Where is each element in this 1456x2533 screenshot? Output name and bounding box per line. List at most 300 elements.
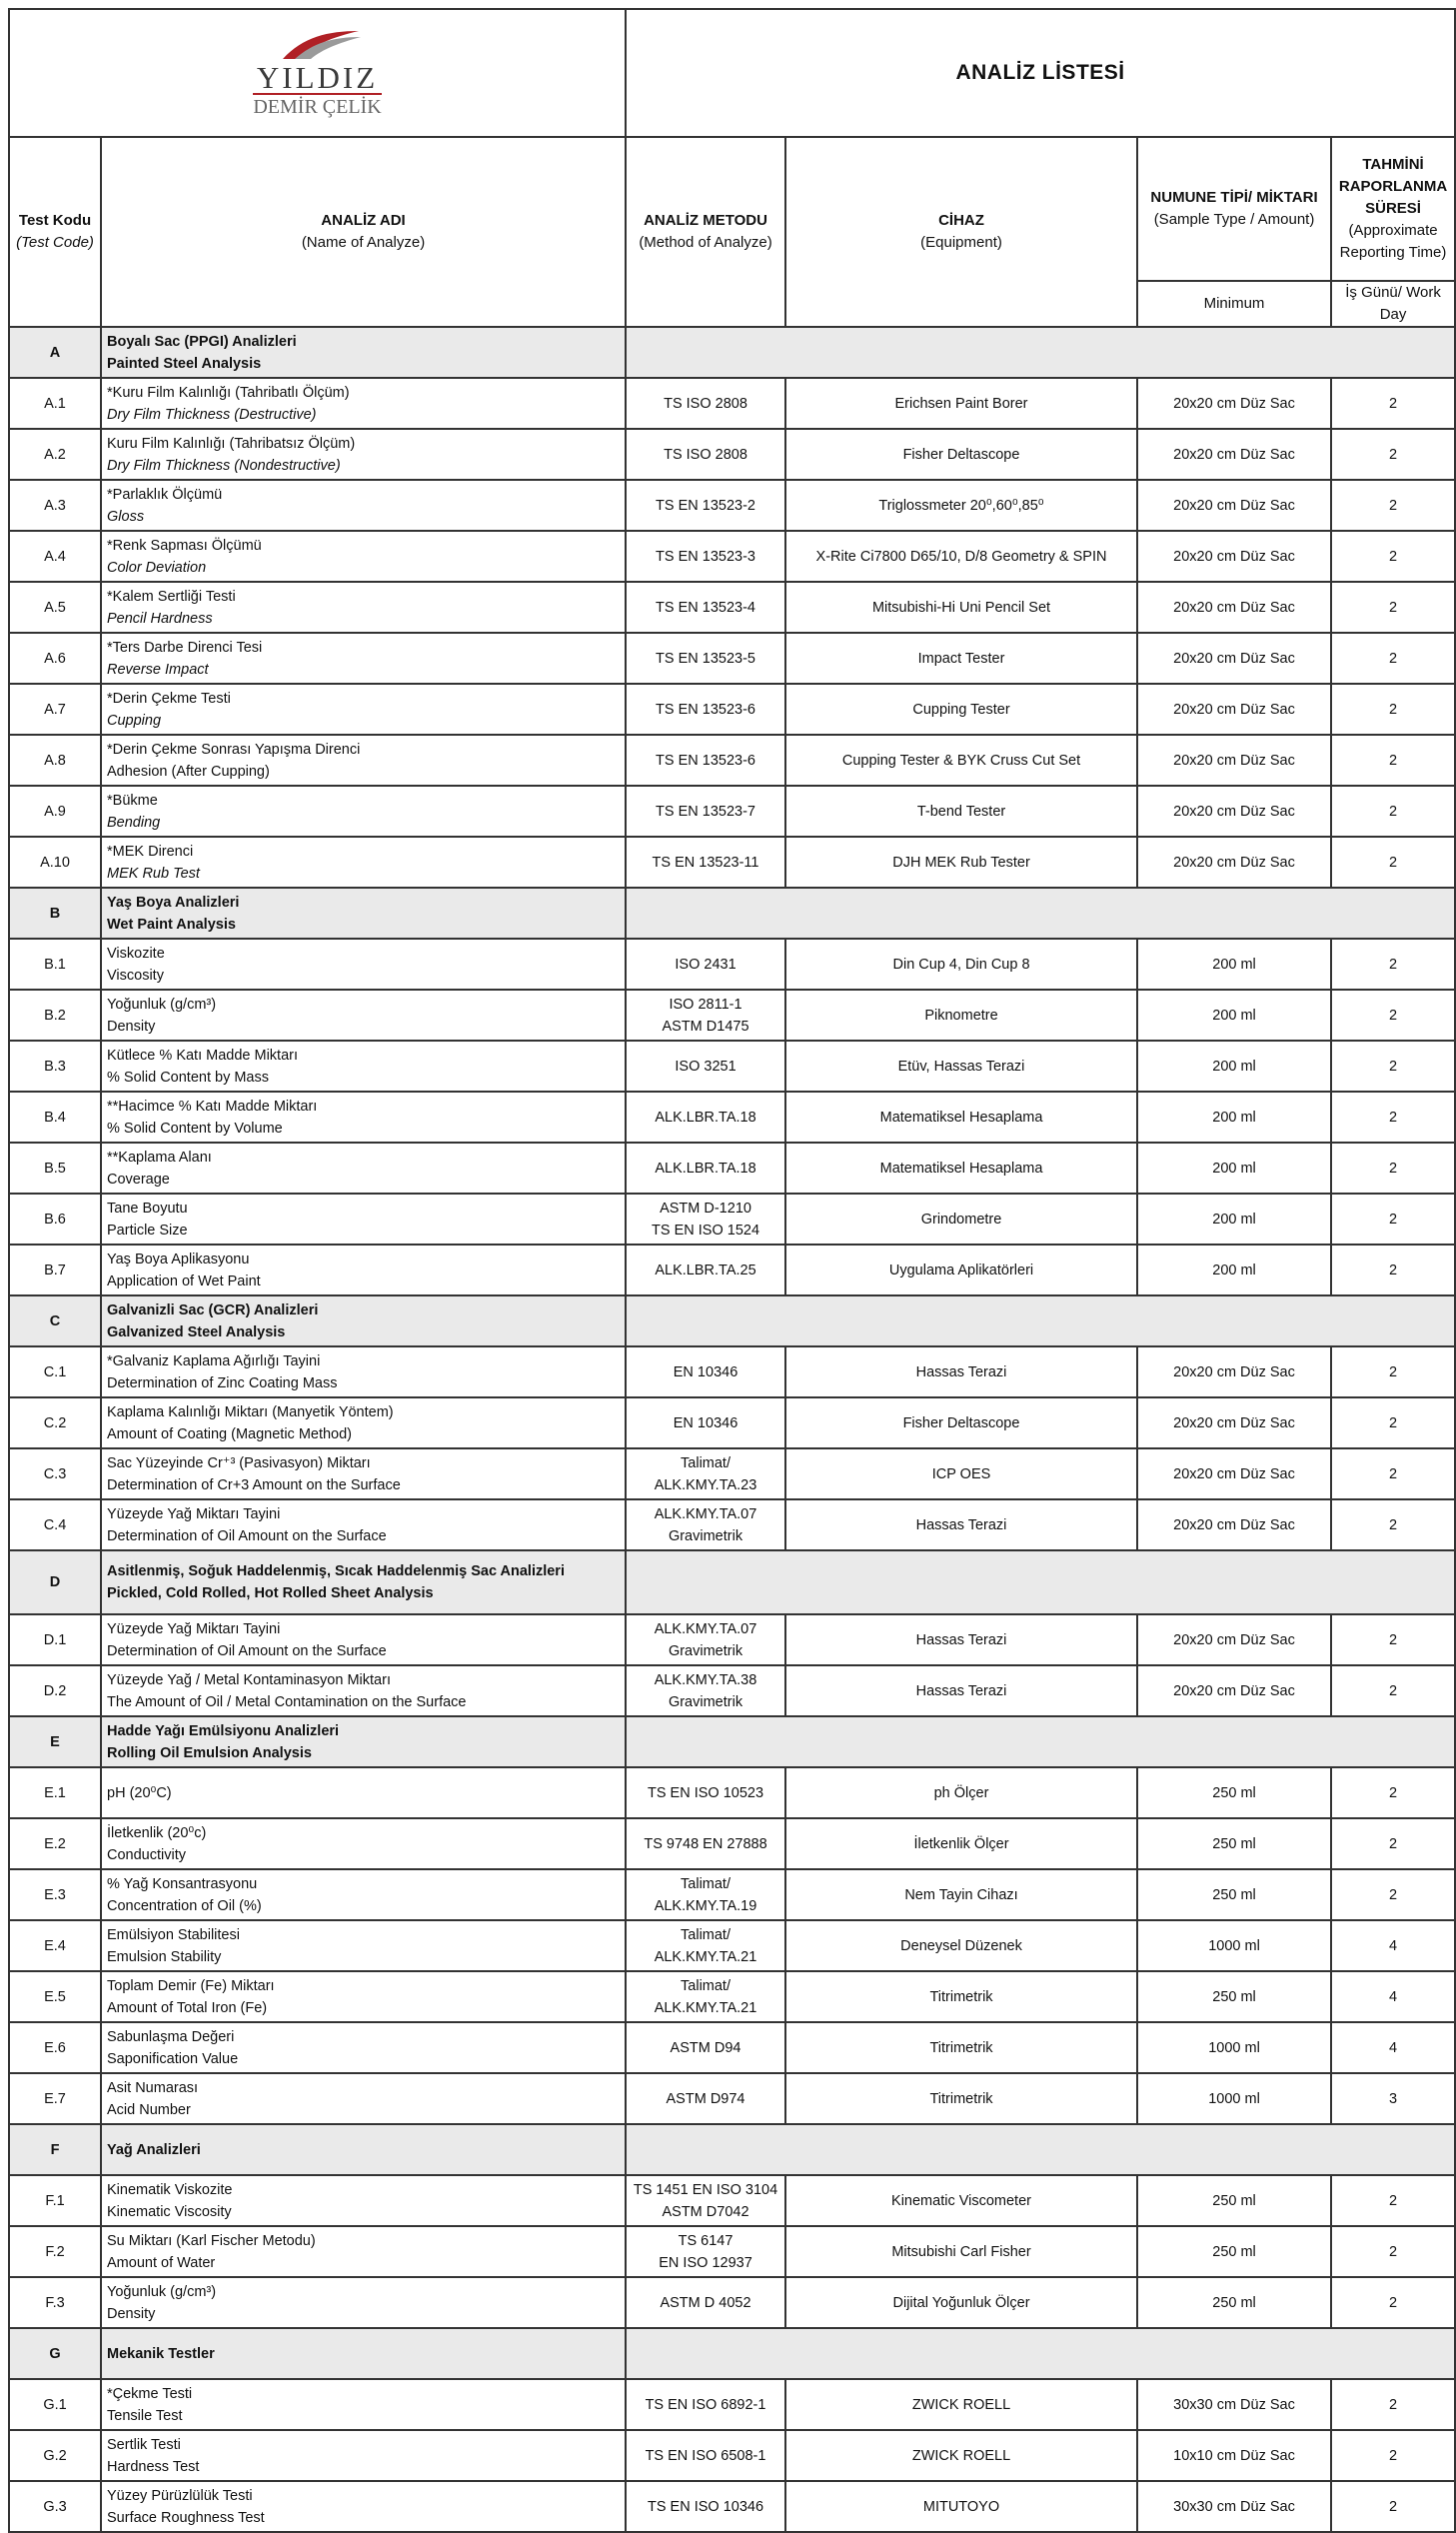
- analysis-name: [101, 1448, 626, 1499]
- section-name-en: Wet Paint Analysis: [107, 916, 236, 933]
- analysis-method: [626, 1041, 785, 1092]
- method-line: TS EN 13523-7: [656, 803, 755, 820]
- analysis-name-en: Cupping: [107, 712, 162, 729]
- test-code: F.2: [9, 2226, 101, 2277]
- method-line: Talimat/: [681, 1875, 730, 1892]
- analysis-name-en: Surface Roughness Test: [107, 2509, 265, 2526]
- method-line: ASTM D-1210: [660, 1200, 751, 1217]
- test-code: A.2: [9, 429, 101, 480]
- equipment: MITUTOYO: [785, 2481, 1137, 2532]
- reporting-days: 2: [1331, 1041, 1455, 1092]
- table-row: [9, 480, 1455, 531]
- analysis-name-tr: Sertlik Testi: [107, 2436, 181, 2453]
- table-row: [9, 582, 1455, 633]
- section-name: [101, 1716, 626, 1767]
- analysis-name-en: Kinematic Viscosity: [107, 2203, 232, 2220]
- method-line: TS 6147: [678, 2232, 733, 2249]
- test-code: E.6: [9, 2022, 101, 2073]
- method-line: Talimat/: [681, 1926, 730, 1943]
- equipment: Dijital Yoğunluk Ölçer: [785, 2277, 1137, 2328]
- analysis-name: [101, 990, 626, 1041]
- method-line: EN 10346: [673, 1414, 738, 1431]
- equipment: X-Rite Ci7800 D65/10, D/8 Geometry & SPIN: [785, 531, 1137, 582]
- reporting-days: 2: [1331, 582, 1455, 633]
- analysis-method: [626, 1971, 785, 2022]
- method-line: TS EN 13523-6: [656, 701, 755, 718]
- method-line: EN 10346: [673, 1363, 738, 1380]
- analysis-method: [626, 1818, 785, 1869]
- test-code: D.1: [9, 1614, 101, 1665]
- test-code: B.1: [9, 939, 101, 990]
- sample-amount: 200 ml: [1137, 1092, 1331, 1143]
- analysis-method: [626, 2022, 785, 2073]
- analysis-name: [101, 1092, 626, 1143]
- method-line: TS EN 13523-11: [652, 854, 759, 871]
- equipment: Titrimetrik: [785, 2073, 1137, 2124]
- analysis-name-tr: *Bükme: [107, 792, 158, 809]
- method-line: EN ISO 12937: [659, 2254, 752, 2271]
- reporting-days: 2: [1331, 2430, 1455, 2481]
- sample-amount: 20x20 cm Düz Sac: [1137, 1614, 1331, 1665]
- analysis-name: [101, 2226, 626, 2277]
- sample-amount: 20x20 cm Düz Sac: [1137, 531, 1331, 582]
- table-row: [9, 684, 1455, 735]
- reporting-days: 2: [1331, 1767, 1455, 1818]
- test-code: E.2: [9, 1818, 101, 1869]
- reporting-days: 2: [1331, 2481, 1455, 2532]
- analysis-name-tr: *MEK Direnci: [107, 843, 194, 860]
- table-row: [9, 2175, 1455, 2226]
- analysis-name: [101, 735, 626, 786]
- analysis-name-tr: Kaplama Kalınlığı Miktarı (Manyetik Yöntem): [107, 1403, 394, 1420]
- method-line: Gravimetrik: [668, 1693, 743, 1710]
- method-line: TS EN 13523-2: [656, 497, 755, 514]
- test-code: F.1: [9, 2175, 101, 2226]
- section-code: D: [9, 1550, 101, 1614]
- analysis-method: [626, 2481, 785, 2532]
- sample-amount: 10x10 cm Düz Sac: [1137, 2430, 1331, 2481]
- reporting-days: 2: [1331, 1397, 1455, 1448]
- analysis-method: [626, 1245, 785, 1295]
- method-line: ALK.KMY.TA.38: [654, 1671, 757, 1688]
- test-code: C.1: [9, 1346, 101, 1397]
- analysis-name-tr: Kinematik Viskozite: [107, 2181, 233, 2198]
- analysis-name-en: Density: [107, 1018, 156, 1035]
- reporting-days: 3: [1331, 2073, 1455, 2124]
- equipment: Nem Tayin Cihazı: [785, 1869, 1137, 1920]
- analysis-name-en: Bending: [107, 814, 161, 831]
- method-line: TS EN ISO 10346: [647, 2498, 764, 2515]
- analysis-name: [101, 1245, 626, 1295]
- table-row: [9, 1194, 1455, 1245]
- analysis-method: [626, 1194, 785, 1245]
- table-row: [9, 2226, 1455, 2277]
- table-row: [9, 837, 1455, 888]
- analysis-name: [101, 939, 626, 990]
- section-filler: [626, 327, 1455, 378]
- reporting-days: 2: [1331, 939, 1455, 990]
- table-row: [9, 2277, 1455, 2328]
- col-sample-en: (Sample Type / Amount): [1153, 211, 1315, 228]
- analysis-name: [101, 1767, 626, 1818]
- section-row: [9, 888, 1455, 939]
- col-sample-tr: NUMUNE TİPİ/ MİKTARI: [1150, 189, 1318, 206]
- col-header-equipment: [785, 137, 1137, 327]
- test-code: G.1: [9, 2379, 101, 2430]
- analysis-method: [626, 990, 785, 1041]
- analysis-method: [626, 1397, 785, 1448]
- analysis-name-en: Determination of Oil Amount on the Surface: [107, 1527, 387, 1544]
- test-code: B.7: [9, 1245, 101, 1295]
- method-line: Talimat/: [681, 1977, 730, 1994]
- test-code: B.6: [9, 1194, 101, 1245]
- sample-amount: 250 ml: [1137, 2226, 1331, 2277]
- reporting-days: 2: [1331, 1499, 1455, 1550]
- col-equipment-tr: CİHAZ: [938, 212, 984, 229]
- col-name-tr: ANALİZ ADI: [321, 212, 406, 229]
- sample-amount: 1000 ml: [1137, 2073, 1331, 2124]
- equipment: Matematiksel Hesaplama: [785, 1092, 1137, 1143]
- reporting-days: 2: [1331, 1614, 1455, 1665]
- reporting-days: 2: [1331, 837, 1455, 888]
- analysis-name-en: Determination of Cr+3 Amount on the Surface: [107, 1476, 401, 1493]
- analysis-method: [626, 2226, 785, 2277]
- analysis-name: [101, 480, 626, 531]
- section-row: [9, 2124, 1455, 2175]
- sample-amount: 20x20 cm Düz Sac: [1137, 582, 1331, 633]
- analysis-name: [101, 2379, 626, 2430]
- equipment: Fisher Deltascope: [785, 429, 1137, 480]
- method-line: ALK.KMY.TA.19: [654, 1897, 757, 1914]
- reporting-days: 2: [1331, 684, 1455, 735]
- method-line: TS EN ISO 6508-1: [645, 2447, 766, 2464]
- test-code: A.1: [9, 378, 101, 429]
- method-line: TS EN 13523-4: [656, 599, 755, 616]
- analysis-method: [626, 1920, 785, 1971]
- sample-amount: 1000 ml: [1137, 2022, 1331, 2073]
- sample-amount: 20x20 cm Düz Sac: [1137, 684, 1331, 735]
- section-filler: [626, 2328, 1455, 2379]
- section-row: [9, 2328, 1455, 2379]
- test-code: A.7: [9, 684, 101, 735]
- analysis-name: [101, 1614, 626, 1665]
- analysis-name-en: Hardness Test: [107, 2458, 200, 2475]
- table-row: [9, 2481, 1455, 2532]
- table-row: [9, 939, 1455, 990]
- equipment: Mitsubishi Carl Fisher: [785, 2226, 1137, 2277]
- section-name: [101, 1295, 626, 1346]
- section-name-tr: Yaş Boya Analizleri: [107, 894, 240, 911]
- analysis-method: [626, 1869, 785, 1920]
- analysis-method: [626, 2430, 785, 2481]
- sample-amount: 200 ml: [1137, 1143, 1331, 1194]
- analysis-name-en: Tensile Test: [107, 2407, 183, 2424]
- table-row: [9, 1665, 1455, 1716]
- table-row: [9, 378, 1455, 429]
- analysis-name: [101, 837, 626, 888]
- analysis-method: [626, 1665, 785, 1716]
- sample-amount: 20x20 cm Düz Sac: [1137, 1448, 1331, 1499]
- reporting-days: 4: [1331, 1920, 1455, 1971]
- analysis-name-tr: Kütlece % Katı Madde Miktarı: [107, 1047, 298, 1064]
- company-logo: [15, 29, 620, 117]
- test-code: A.6: [9, 633, 101, 684]
- equipment: Titrimetrik: [785, 2022, 1137, 2073]
- analysis-name-tr: Su Miktarı (Karl Fischer Metodu): [107, 2232, 316, 2249]
- method-line: ASTM D1475: [662, 1018, 749, 1035]
- analysis-name-en: Gloss: [107, 508, 145, 525]
- analysis-method: [626, 2175, 785, 2226]
- col-header-time: [1331, 137, 1455, 281]
- sample-amount: 200 ml: [1137, 1194, 1331, 1245]
- analysis-method: [626, 2379, 785, 2430]
- analysis-name-en: Pencil Hardness: [107, 610, 213, 627]
- analysis-name-tr: Yoğunluk (g/cm³): [107, 2283, 217, 2300]
- test-code: E.7: [9, 2073, 101, 2124]
- section-name-tr: Yağ Analizleri: [107, 2141, 201, 2158]
- equipment: Hassas Terazi: [785, 1665, 1137, 1716]
- section-code: A: [9, 327, 101, 378]
- analysis-name: [101, 1397, 626, 1448]
- test-code: A.3: [9, 480, 101, 531]
- table-row: [9, 633, 1455, 684]
- method-line: TS EN ISO 6892-1: [645, 2396, 766, 2413]
- table-row: [9, 2022, 1455, 2073]
- logo-swoosh-icon: [273, 29, 363, 61]
- analysis-name-en: Determination of Zinc Coating Mass: [107, 1374, 338, 1391]
- analysis-method: [626, 2073, 785, 2124]
- analysis-name-tr: pH (20⁰C): [107, 1784, 172, 1801]
- analysis-name-tr: Kuru Film Kalınlığı (Tahribatsız Ölçüm): [107, 435, 356, 452]
- table-row: [9, 1971, 1455, 2022]
- analysis-name-tr: % Yağ Konsantrasyonu: [107, 1875, 258, 1892]
- reporting-days: 2: [1331, 2277, 1455, 2328]
- method-line: ALK.LBR.TA.18: [655, 1109, 756, 1126]
- section-code: G: [9, 2328, 101, 2379]
- analysis-name-tr: *Derin Çekme Testi: [107, 690, 231, 707]
- section-filler: [626, 1716, 1455, 1767]
- test-code: A.8: [9, 735, 101, 786]
- table-row: [9, 1614, 1455, 1665]
- analysis-method: [626, 837, 785, 888]
- table-row: [9, 531, 1455, 582]
- method-line: ASTM D974: [666, 2090, 745, 2107]
- test-code: B.5: [9, 1143, 101, 1194]
- analysis-name-tr: *Ters Darbe Direnci Tesi: [107, 639, 263, 656]
- section-name-tr: Hadde Yağı Emülsiyonu Analizleri: [107, 1722, 340, 1739]
- analysis-name-tr: Yüzeyde Yağ Miktarı Tayini: [107, 1620, 281, 1637]
- table-row: [9, 1499, 1455, 1550]
- analysis-name-en: Reverse Impact: [107, 661, 209, 678]
- section-name-tr: Asitlenmiş, Soğuk Haddelenmiş, Sıcak Haddelenmiş Sac Analizleri: [107, 1563, 565, 1579]
- equipment: Fisher Deltascope: [785, 1397, 1137, 1448]
- reporting-days: 2: [1331, 1448, 1455, 1499]
- reporting-days: 2: [1331, 378, 1455, 429]
- analysis-name: [101, 531, 626, 582]
- analysis-method: [626, 582, 785, 633]
- analysis-name-en: Coverage: [107, 1171, 170, 1188]
- logo-title: YILDIZ: [256, 60, 379, 95]
- analysis-name-tr: Yüzeyde Yağ / Metal Kontaminasyon Miktarı: [107, 1671, 391, 1688]
- sample-amount: 20x20 cm Düz Sac: [1137, 378, 1331, 429]
- table-row: [9, 2430, 1455, 2481]
- section-code: E: [9, 1716, 101, 1767]
- analysis-name-en: Conductivity: [107, 1846, 186, 1863]
- equipment: Hassas Terazi: [785, 1346, 1137, 1397]
- analysis-method: [626, 1143, 785, 1194]
- method-line: TS EN 13523-5: [656, 650, 755, 667]
- test-code: A.9: [9, 786, 101, 837]
- table-row: [9, 1245, 1455, 1295]
- reporting-days: 4: [1331, 2022, 1455, 2073]
- analysis-method: [626, 531, 785, 582]
- sample-amount: 20x20 cm Düz Sac: [1137, 837, 1331, 888]
- equipment: Deneysel Düzenek: [785, 1920, 1137, 1971]
- section-name: [101, 1550, 626, 1614]
- sample-amount: 20x20 cm Düz Sac: [1137, 1665, 1331, 1716]
- analysis-name-tr: Yoğunluk (g/cm³): [107, 996, 217, 1013]
- equipment: Cupping Tester: [785, 684, 1137, 735]
- reporting-days: 2: [1331, 990, 1455, 1041]
- sample-amount: 20x20 cm Düz Sac: [1137, 1346, 1331, 1397]
- section-name: [101, 327, 626, 378]
- analysis-name-en: Density: [107, 2305, 156, 2322]
- analysis-name-tr: Yüzey Pürüzlülük Testi: [107, 2487, 253, 2504]
- analysis-name: [101, 1194, 626, 1245]
- analysis-name-tr: Asit Numarası: [107, 2079, 199, 2096]
- analysis-method: [626, 2277, 785, 2328]
- test-code: G.3: [9, 2481, 101, 2532]
- section-name: [101, 888, 626, 939]
- analysis-name: [101, 1499, 626, 1550]
- test-code: A.5: [9, 582, 101, 633]
- col-method-en: (Method of Analyze): [639, 234, 772, 251]
- analysis-name-en: Dry Film Thickness (Nondestructive): [107, 457, 341, 474]
- col-time-tr: TAHMİNİ RAPORLANMA SÜRESİ: [1338, 156, 1448, 217]
- equipment: Triglossmeter 20⁰,60⁰,85⁰: [785, 480, 1137, 531]
- section-row: [9, 1550, 1455, 1614]
- section-name-tr: Galvanizli Sac (GCR) Analizleri: [107, 1301, 319, 1318]
- analysis-method: [626, 480, 785, 531]
- analysis-name-tr: Viskozite: [107, 945, 165, 962]
- analysis-name-en: Amount of Water: [107, 2254, 216, 2271]
- analysis-name-tr: **Hacimce % Katı Madde Miktarı: [107, 1098, 318, 1115]
- sample-amount: 250 ml: [1137, 1818, 1331, 1869]
- analysis-name-en: The Amount of Oil / Metal Contamination on the Surface: [107, 1693, 467, 1710]
- analysis-method: [626, 1767, 785, 1818]
- analysis-name: [101, 684, 626, 735]
- section-row: [9, 327, 1455, 378]
- table-row: [9, 2073, 1455, 2124]
- method-line: ISO 3251: [675, 1058, 736, 1075]
- analysis-name-en: Particle Size: [107, 1222, 188, 1239]
- sample-amount: 250 ml: [1137, 1971, 1331, 2022]
- col-header-name: [101, 137, 626, 327]
- equipment: Matematiksel Hesaplama: [785, 1143, 1137, 1194]
- reporting-days: 2: [1331, 1143, 1455, 1194]
- analysis-name: [101, 429, 626, 480]
- sample-amount: 200 ml: [1137, 1245, 1331, 1295]
- analysis-name-tr: *Galvaniz Kaplama Ağırlığı Tayini: [107, 1352, 321, 1369]
- equipment: ICP OES: [785, 1448, 1137, 1499]
- method-line: ALK.LBR.TA.18: [655, 1160, 756, 1177]
- reporting-days: 2: [1331, 1869, 1455, 1920]
- method-line: TS 9748 EN 27888: [644, 1835, 767, 1852]
- col-method-tr: ANALİZ METODU: [644, 212, 767, 229]
- reporting-days: 2: [1331, 633, 1455, 684]
- analysis-name: [101, 2277, 626, 2328]
- section-name-tr: Boyalı Sac (PPGI) Analizleri: [107, 333, 297, 350]
- analysis-method: [626, 939, 785, 990]
- equipment: ZWICK ROELL: [785, 2379, 1137, 2430]
- equipment: Cupping Tester & BYK Cruss Cut Set: [785, 735, 1137, 786]
- sample-amount: 30x30 cm Düz Sac: [1137, 2379, 1331, 2430]
- equipment: Din Cup 4, Din Cup 8: [785, 939, 1137, 990]
- sub-minimum: Minimum: [1137, 281, 1331, 327]
- equipment: Kinematic Viscometer: [785, 2175, 1137, 2226]
- table-row: [9, 429, 1455, 480]
- test-code: G.2: [9, 2430, 101, 2481]
- table-row: [9, 1869, 1455, 1920]
- test-code: E.4: [9, 1920, 101, 1971]
- sample-amount: 20x20 cm Düz Sac: [1137, 633, 1331, 684]
- col-code-en: (Test Code): [16, 234, 94, 251]
- test-code: B.2: [9, 990, 101, 1041]
- method-line: TS ISO 2808: [664, 395, 747, 412]
- analysis-name: [101, 2175, 626, 2226]
- analysis-method: [626, 1499, 785, 1550]
- method-line: TS EN 13523-3: [656, 548, 755, 565]
- section-row: [9, 1295, 1455, 1346]
- section-filler: [626, 2124, 1455, 2175]
- analysis-list-sheet: [8, 8, 1454, 2533]
- analysis-name-en: MEK Rub Test: [107, 865, 200, 882]
- test-code: B.4: [9, 1092, 101, 1143]
- method-line: ALK.KMY.TA.23: [654, 1476, 757, 1493]
- sample-amount: 20x20 cm Düz Sac: [1137, 480, 1331, 531]
- section-filler: [626, 1295, 1455, 1346]
- sample-amount: 1000 ml: [1137, 1920, 1331, 1971]
- analysis-name: [101, 633, 626, 684]
- sample-amount: 20x20 cm Düz Sac: [1137, 429, 1331, 480]
- analysis-name: [101, 786, 626, 837]
- sample-amount: 250 ml: [1137, 2175, 1331, 2226]
- table-row: [9, 1346, 1455, 1397]
- section-filler: [626, 1550, 1455, 1614]
- analysis-name-en: Viscosity: [107, 967, 164, 984]
- sample-amount: 20x20 cm Düz Sac: [1137, 735, 1331, 786]
- analysis-name-tr: Sabunlaşma Değeri: [107, 2028, 235, 2045]
- col-header-test-code: [9, 137, 101, 327]
- method-line: ALK.KMY.TA.07: [654, 1620, 757, 1637]
- analysis-name-tr: *Kalem Sertliği Testi: [107, 588, 236, 605]
- method-line: ALK.KMY.TA.21: [654, 1999, 757, 2016]
- analysis-name: [101, 378, 626, 429]
- analysis-name-en: Saponification Value: [107, 2050, 239, 2067]
- analysis-name: [101, 1920, 626, 1971]
- reporting-days: 2: [1331, 429, 1455, 480]
- test-code: F.3: [9, 2277, 101, 2328]
- method-line: Gravimetrik: [668, 1527, 743, 1544]
- method-line: ASTM D 4052: [660, 2294, 751, 2311]
- analysis-name: [101, 1346, 626, 1397]
- analysis-name: [101, 1818, 626, 1869]
- section-name-en: Galvanized Steel Analysis: [107, 1323, 286, 1340]
- analysis-name-tr: *Kuru Film Kalınlığı (Tahribatlı Ölçüm): [107, 384, 350, 401]
- analysis-name-en: Concentration of Oil (%): [107, 1897, 262, 1914]
- col-code-tr: Test Kodu: [18, 212, 92, 229]
- col-name-en: (Name of Analyze): [301, 234, 426, 251]
